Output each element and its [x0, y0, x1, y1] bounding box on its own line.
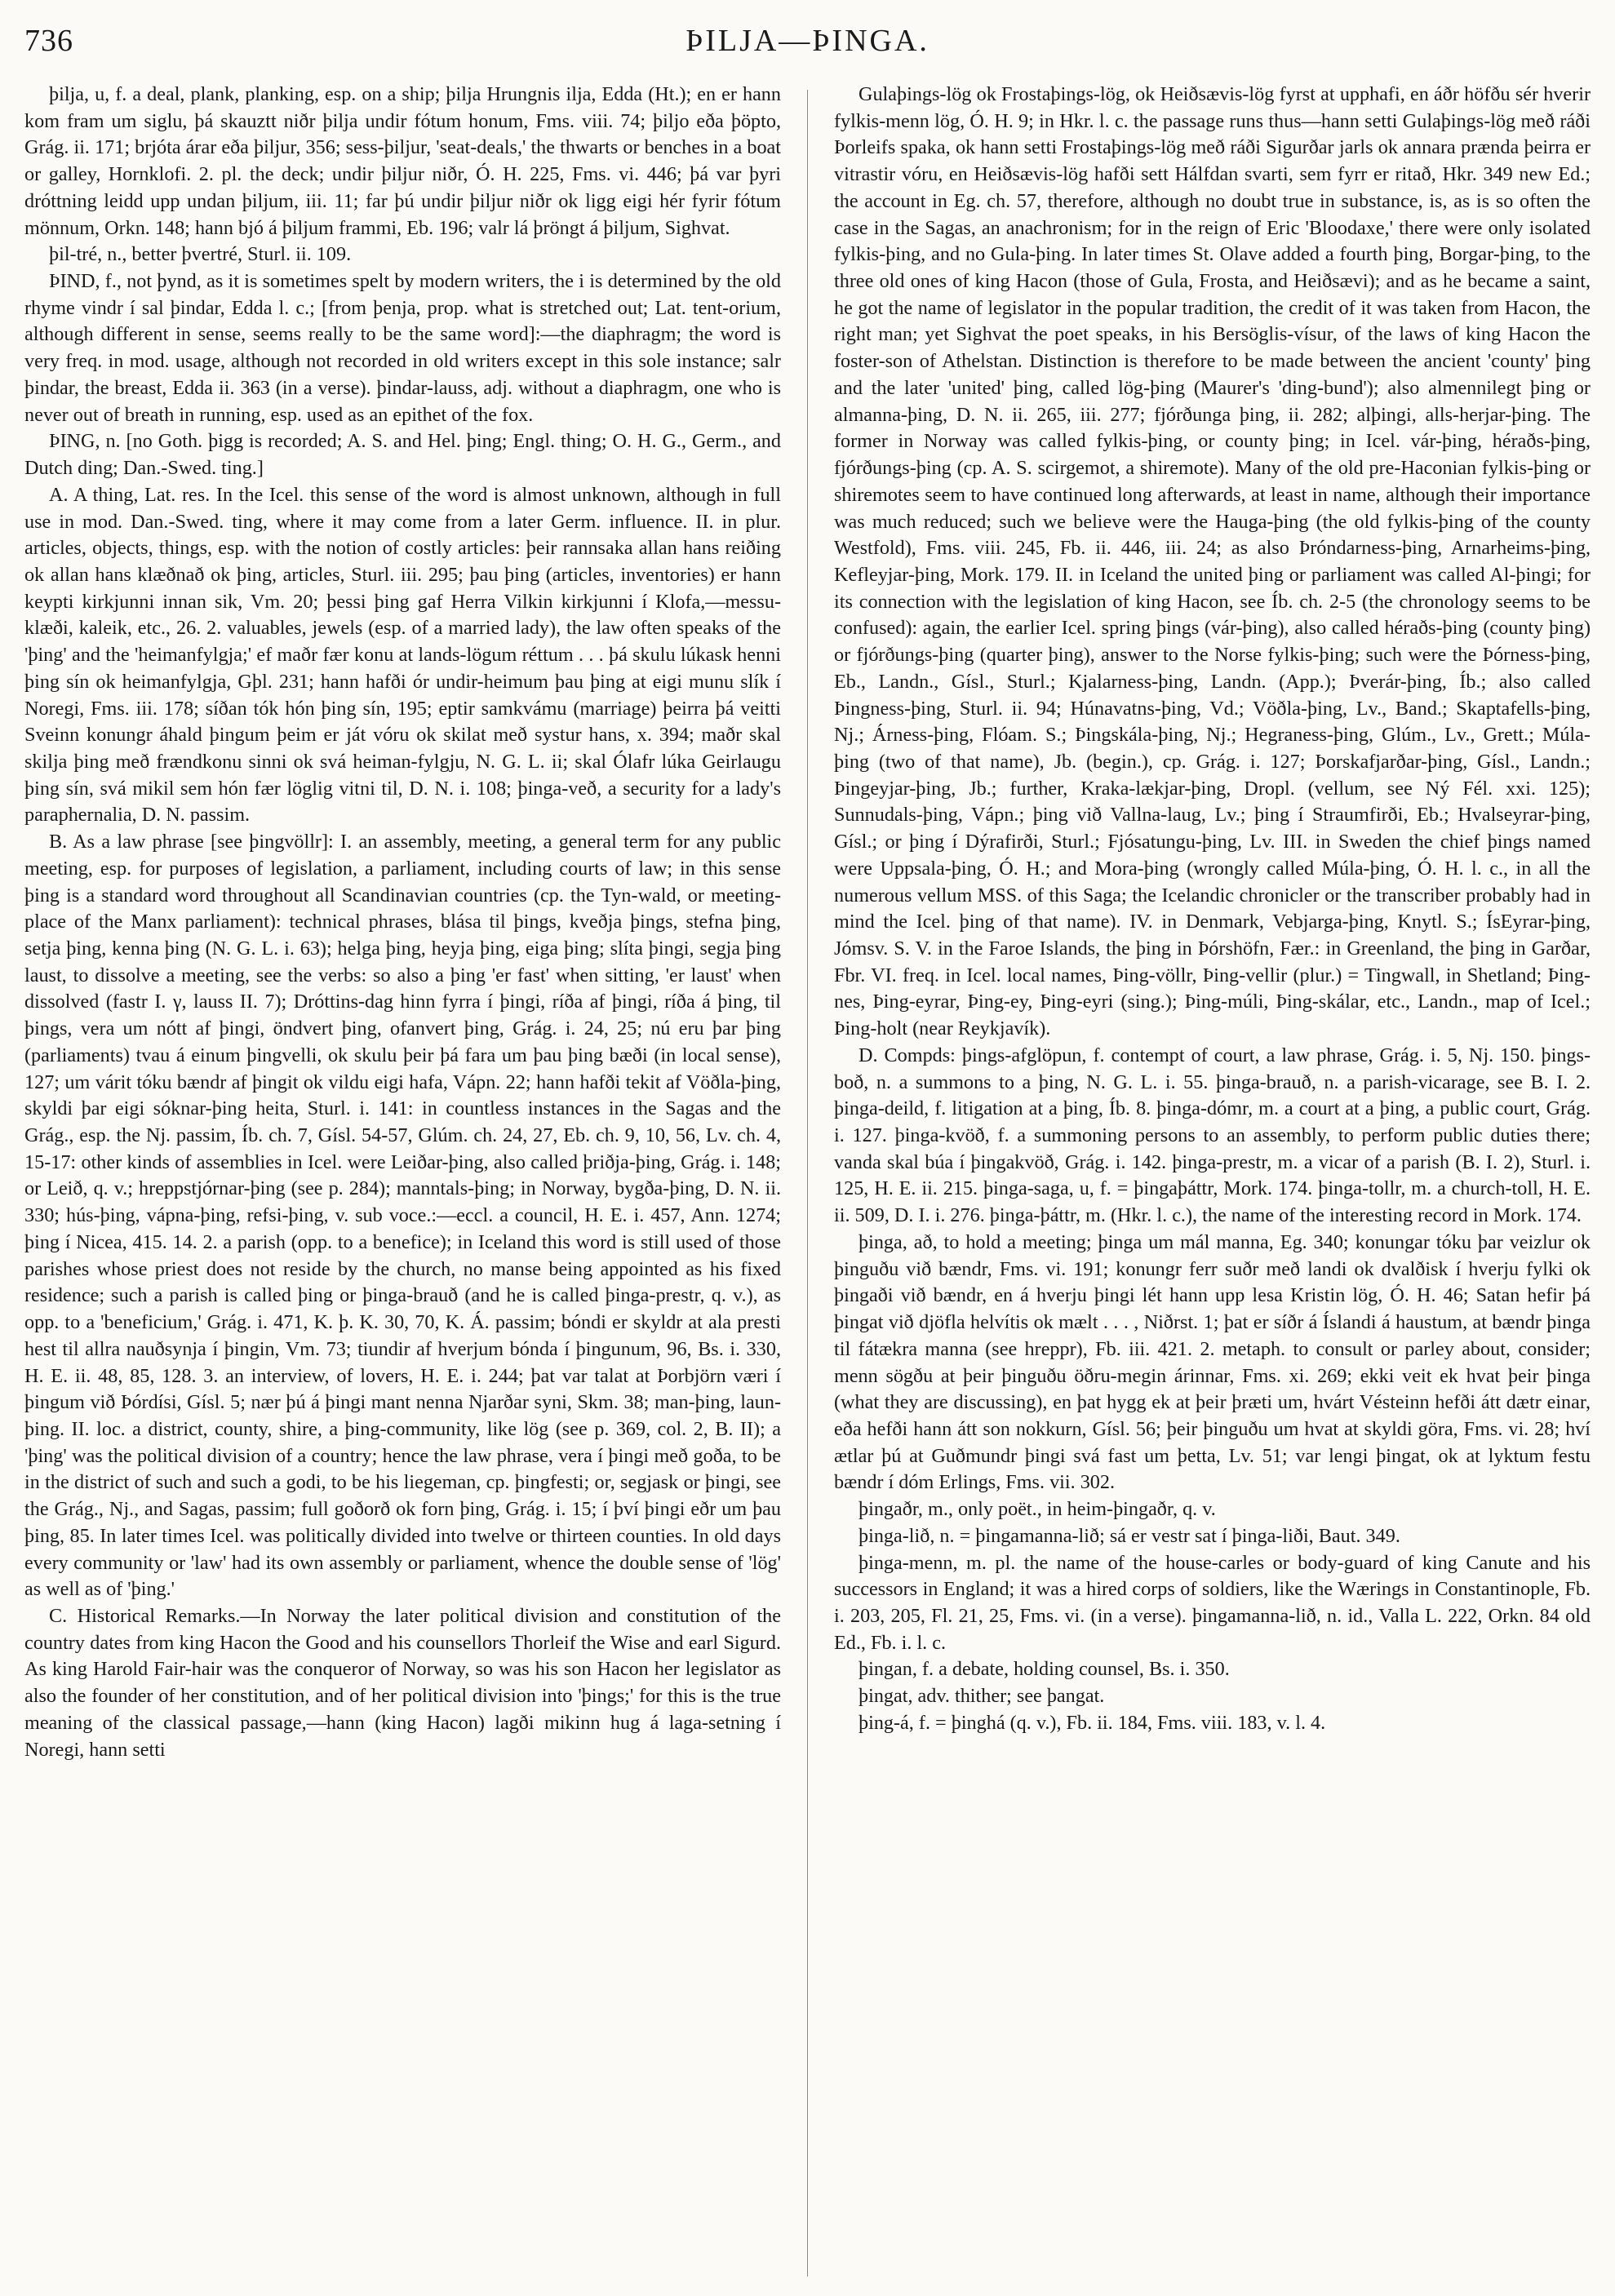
dictionary-entry: Gulaþings-lög ok Frostaþings-lög, ok Heiðsævis-lög fyrst at upphafi, en áðr höfðu sér hverir fylkis-menn lög, Ó. H. 9; in Hkr. l. c. the passage runs thus—hann setti Gulaþings-lög með ráði Þorleifs spaka, ok hann setti Frostaþings-lög með ráði Sigurðar jarls ok annara prænda þeirra er vitrastir vóru, en Heiðsævis-lög hafði sett Hálfdan svarti, sem fyrr er ritað, Hkr. 349 new Ed.; the account in Eg. ch. 57, therefore, although no doubt true in substance, is, as is so often the case in the Sagas, an anachronism; for in the reign of Eric 'Bloodaxe,' there were only isolated fylkis-þing, and no Gula-þing. In later times St. Olave added a fourth þing, Borgar-þing, to the three old ones of king Hacon (those of Gula, Frosta, and Heiðsævi); and as he became a saint, he got the name of legislator in the popular tradition, the credit of it was taken from Hacon, the right man; yet Sighvat the poet speaks, in his Bersöglis-vísur, of the laws of king Hacon the foster-son of Athelstan. Distinction is therefore to be made between the ancient 'county' þing and the later 'united' þing, called lög-þing (Maurer's 'ding-bund'); also almennilegt þing or almanna-þing, D. N. ii. 265, iii. 277; fjórðunga þing, ii. 282; alþingi, alls-herjar-þing. The former in Norway was called fylkis-þing, or county þing; in Icel. vár-þing, héraðs-þing, fjórðungs-þing (cp. A. S. scirgemot, a shiremote). Many of the old pre-Haconian fylkis-þing or shiremotes seem to have continued long afterwards, at least in name, although their importance was much reduced; such we believe were the Hauga-þing (the old fylkis-þing of the county Westfold), Fms. viii. 245, Fb. ii. 446, iii. 24; as also Þróndarness-þing, Arnarheims-þing, Kefleyjar-þing, Mork. 179. II. in Iceland the united þing or parliament was called Al-þingi; for its connection with the legislation of king Hacon, see Íb. ch. 2-5 (the chronology seems to be confused): again, the earlier Icel. spring þings (vár-þing), also called héraðs-þing (county þing) or fjórðungs-þing (quarter þing), answer to the Norse fylkis-þing; such were the Þórness-þing, Eb., Landn., Gísl., Sturl.; Kjalarness-þing, Landn. (App.); Þverár-þing, Íb.; also called Þingness-þing, Sturl. ii. 94; Húnavatns-þing, Vd.; Vöðla-þing, Lv., Band.; Skaptafells-þing, Nj.; Árness-þing, Flóam. S.; Þingskála-þing, Nj.; Hegraness-þing, Glúm., Lv., Grett.; Múla-þing (two of that name), Jb. (begin.), cp. Grág. i. 127; Þorskafjarðar-þing, Gísl., Landn.; Þingeyjar-þing, Jb.; further, Kraka-lækjar-þing, Dropl. (vellum, see Ný Fél. xxi. 125); Sunnudals-þing, Vápn.; þing við Vallna-laug, Lv.; þing í Straumfirði, Eb.; Hvalseyrar-þing, Gísl.; or þing í Dýrafirði, Sturl.; Fjósatungu-þing, Lv. III. in Sweden the chief þings named were Uppsala-þing, Ó. H.; and Mora-þing (wrongly called Múla-þing, Ó. H. l. c., in all the numerous vellum MSS. of this Saga; the Icelandic chronicler or the transcriber probably had in mind the Icel. þing of that name). IV. in Denmark, Vebjarga-þing, Knytl. S.; ÍsEyrar-þing, Jómsv. S. V. in the Faroe Islands, the þing in Þórshöfn, Fær.: in Greenland, the þing in Garðar, Fbr. VI. freq. in Icel. local names, Þing-völlr, Þing-vellir (plur.) = Tingwall, in Shetland; Þing-nes, Þing-eyrar, Þing-ey, Þing-eyri (sing.); Þing-múli, Þing-skálar, etc., Landn., map of Icel.; Þing-holt (near Reykjavík). [834, 83, 1591, 1040]
running-head: ÞILJA—ÞINGA. [685, 24, 930, 58]
dictionary-entry: ÞING, n. [no Goth. þigg is recorded; A. S. and Hel. þing; Engl. thing; O. H. G., Germ., and Dutch ding; Dan.-Swed. ting.] [24, 430, 781, 480]
dictionary-entry: þilja, u, f. a deal, plank, planking, esp. on a ship; þilja Hrungnis ilja, Edda (Ht.); en er hann kom fram um siglu, þá skauztt niðr þilja undir fótum honum, Fms. viii. 74; þiljo eða þöpto, Grág. ii. 171; brjóta árar eða þiljur, 356; sess-þiljur, 'seat-deals,' the thwarts or benches in a boat or galley, Hornklofi. 2. pl. the deck; undir þiljur niðr, Ó. H. 225, Fms. vi. 446; þá var þyri dróttning leidd upp undan þiljum, iii. 11; far þú undir þiljur niðr ok ligg eigi hér fyrir fótum mönnum, Orkn. 148; hann bjó á þiljum frammi, Eb. 196; valr lá þröngt á þiljum, Sighvat. [24, 83, 781, 239]
dictionary-entry: C. Historical Remarks.—In Norway the later political division and constitution of the country dates from king Hacon the Good and his counsellors Thorleif the Wise and earl Sigurd. As king Harold Fair-hair was the conqueror of Norway, so was his son Hacon her legislator as also the founder of her constitution, and of her political division into 'þings;' for this is the true meaning of the classical passage,—hann (king Hacon) lagði mikinn hug á laga-setning í Noregi, hann setti [24, 1604, 781, 1761]
dictionary-entry: þingan, f. a debate, holding counsel, Bs. i. 350. [859, 1658, 1230, 1681]
dictionary-entry: þing-á, f. = þinghá (q. v.), Fb. ii. 184, Fms. viii. 183, v. l. 4. [859, 1711, 1326, 1734]
dictionary-entry: þingat, adv. thither; see þangat. [859, 1685, 1105, 1708]
dictionary-entry: þil-tré, n., better þvertré, Sturl. ii. 109. [49, 243, 352, 266]
column-divider [807, 90, 808, 2276]
dictionary-entry: ÞIND, f., not þynd, as it is sometimes spelt by modern writers, the i is determined by the old rhyme vindr í sal þindar, Edda l. c.; [from þenja, prop. what is stretched out; Lat. tent-orium, although different in sense, seems really to be the same word]:—the diaphragm; the word is very freq. in mod. usage, although not recorded in old writers except in this sole instance; salr þindar, the breast, Edda ii. 363 (in a verse). þindar-lauss, adj. without a diaphragm, one who is never out of breath in running, esp. used as an epithet of the fox. [24, 270, 781, 426]
right-column [834, 82, 1591, 2276]
page-header [24, 23, 1591, 72]
dictionary-entry: D. Compds: þings-afglöpun, f. contempt of court, a law phrase, Grág. i. 5, Nj. 150. þings-boð, n. a summons to a þing, N. G. L. i. 55. þinga-brauð, n. a parish-vicarage, see B. I. 2. þinga-deild, f. litigation at a þing, Íb. 8. þinga-dómr, m. a court at a þing, a public court, Grág. i. 127. þinga-kvöð, f. a summoning persons to an assembly, to perform public duties there; vanda skal búa í þingakvöð, Grág. i. 142. þinga-prestr, m. a vicar of a parish (B. I. 2), Sturl. i. 125, H. E. ii. 215. þinga-saga, u, f. = þingaþáttr, Mork. 174. þinga-tollr, m. a church-toll, H. E. ii. 509, D. I. i. 276. þinga-þáttr, m. (Hkr. l. c.), the name of the interesting record in Mork. 174. [834, 1044, 1591, 1227]
left-column [24, 82, 781, 2276]
dictionary-entry: þinga, að, to hold a meeting; þinga um mál manna, Eg. 340; konungar tóku þar veizlur ok þinguðu við bændr, Fms. vi. 191; konungr ferr suðr með landi ok dvalðisk í hverju fylki ok þingaði við bændr, en á hverju þingi lét hann upp lesa Kristin lög, Ó. H. 46; Satan hefir þá þingat við djöfla helvítis ok mælt . . . , Niðrst. 1; þat er síðr á Íslandi á haustum, at bændr þinga til fátækra manna (see hreppr), Fb. iii. 421. 2. metaph. to consult or parley about, consider; menn sögðu at þeir þinguðu öðru-megin árinnar, Fms. xi. 269; ekki veit ek hvat þeir þinga (what they are discussing), en þat hygg ek at þeir þræti um, hvárt Vésteinn hefði átt dætr einar, eða hefði hann átt son nokkurn, Gísl. 56; þeir þinguðu um hvat at skyldi göra, Fms. vi. 28; hví ætlar þú at Guðmundr þingi svá fast um þetta, Lv. 51; var lengi þingat, ok at lyktum festu bændr í dóm Erlings, Fms. vii. 302. [834, 1230, 1591, 1494]
dictionary-entry: þinga-lið, n. = þingamanna-lið; sá er vestr sat í þinga-liði, Baut. 349. [859, 1524, 1400, 1547]
dictionary-entry: B. As a law phrase [see þingvöllr]: I. an assembly, meeting, a general term for any public meeting, esp. for purposes of legislation, a parliament, including courts of law; in this sense þing is a standard word throughout all Scandinavian countries (cp. the Tyn-wald, or meeting-place of the Manx parliament): technical phrases, blása til þings, kveðja þings, stefna þing, setja þing, kenna þing (N. G. L. i. 63); helga þing, heyja þing, eiga þing; slíta þingi, segja þing laust, to dissolve a meeting, see the verbs: so also a þing 'er fast' when sitting, 'er laust' when dissolved (fastr I. γ, lauss II. 7); Dróttins-dag hinn fyrra í þingi, ríða af þingi, ríða á þing, til þings, vera um nótt af þingi, öndvert þing, ofanvert þing, Grág. i. 24, 25; nú eru þar þing (parliaments) tvau á einum þingvelli, ok skulu þeir þá fara um þau þing bæði (in local sense), 127; um várit tóku bændr af þingit ok vildu eigi hafa, Vápn. 22; hann hafði tekit af Vöðla-þing, skyldi þar eigi sóknar-þing heita, Sturl. i. 141: in countless instances in the Sagas and the Grág., esp. the Nj. passim, Íb. ch. 7, Gísl. 54-57, Glúm. ch. 24, 27, Eb. ch. 9, 10, 56, Lv. ch. 4, 15-17: other kinds of assemblies in Icel. were Leiðar-þing, also called þriðja-þing, Grág. i. 148; or Leið, q. v.; hreppstjórnar-þing (see p. 284); manntals-þing; in Norway, bygða-þing, D. N. ii. 330; hús-þing, vápna-þing, refsi-þing, v. sub voce.:—eccl. a council, H. E. i. 457, Ann. 1274; þing í Nicea, 415. 14. 2. a parish (opp. to a benefice); in Iceland this word is still used of those parishes whose priest does not reside by the church, no manse being appointed as his fixed residence; such a parish is called þing or þinga-brauð (and he is called þinga-prestr, q. v.), as opp. to a 'beneficium,' Grág. i. 471, K. þ. K. 30, 70, K. Á. passim; bóndi er skyldr at ala presti hest til allra nauðsynja í þingin, Vm. 73; tiundir af hverjum bónda í þingunum, 96, Bs. i. 330, H. E. ii. 48, 85, 128. 3. an interview, of lovers, H. E. i. 244; þat var talat at Þorbjörn væri í þingum við Þórdísi, Gísl. 5; nær þú á þingi mant nenna Njarðar syni, Skm. 38; man-þing, laun-þing. II. loc. a district, county, shire, a þing-community, like lög (see p. 369, col. 2, B. II); a 'þing' was the political division of a country; hence the law phrase, vera í þingi með goða, to be in the district of such and such a godi, to be his liegeman, cp. þingfesti; or, segjask or þingi, see the Grág., Nj., and Sagas, passim; full goðorð ok forn þing, Grág. i. 15; í því þingi eðr um þau þing, 85. In later times Icel. was politically divided into twelve or thirteen counties. In old days every community or 'law' had its own assembly or parliament, whence the double sense of 'lög' as well as of 'þing.' [24, 831, 781, 1601]
text-columns [24, 82, 1591, 2276]
dictionary-entry: þingaðr, m., only poët., in heim-þingaðr, q. v. [859, 1498, 1216, 1521]
dictionary-entry: A. A thing, Lat. res. In the Icel. this sense of the word is almost unknown, although in full use in mod. Dan.-Swed. ting, where it may come from a later Germ. influence. II. in plur. articles, objects, things, esp. with the notion of costly articles: þeir rannsaka allan hans reiðing ok allan hans klæðnað ok þing, articles, Sturl. iii. 295; þau þing (articles, inventories) er hann keypti kirkjunni innan sik, Vm. 20; þessi þing gaf Herra Vilkin kirkjunni í Klofa,—messu-klæði, kaleik, etc., 26. 2. valuables, jewels (esp. of a married lady), the law often speaks of the 'þing' and the 'heimanfylgja;' ef maðr fær konu at lands-lögum réttum . . . þá skulu lúkask henni þing sín ok heimanfylgja, Gþl. 231; hann hafði ór undir-heimum þau þing at eigi munu slík í Noregi, Fms. iii. 178; síðan tók hón þing sín, 195; eptir samkvámu (marriage) þeirra þá veitti Sveinn konungr áhald þingum þeim er ját vóru ok skilat með systur hans, x. 394; maðr skal skilja þing með frændkonu sinni ok svá heiman-fylgju, N. G. L. ii; skal Ólafr lúka Geirlaugu þing sín, svá mikil sem hón fær löglig vitni til, D. N. i. 108; þinga-veð, a security for a lady's paraphernalia, D. N. passim. [24, 483, 781, 827]
page-number: 736 [24, 24, 73, 58]
dictionary-entry: þinga-menn, m. pl. the name of the house-carles or body-guard of king Canute and his successors in England; it was a hired corps of soldiers, like the Wærings in Constantinople, Fb. i. 203, 205, Fl. 21, 25, Fms. vi. (in a verse). þingamanna-lið, n. id., Valla L. 222, Orkn. 84 old Ed., Fb. i. l. c. [834, 1551, 1591, 1654]
